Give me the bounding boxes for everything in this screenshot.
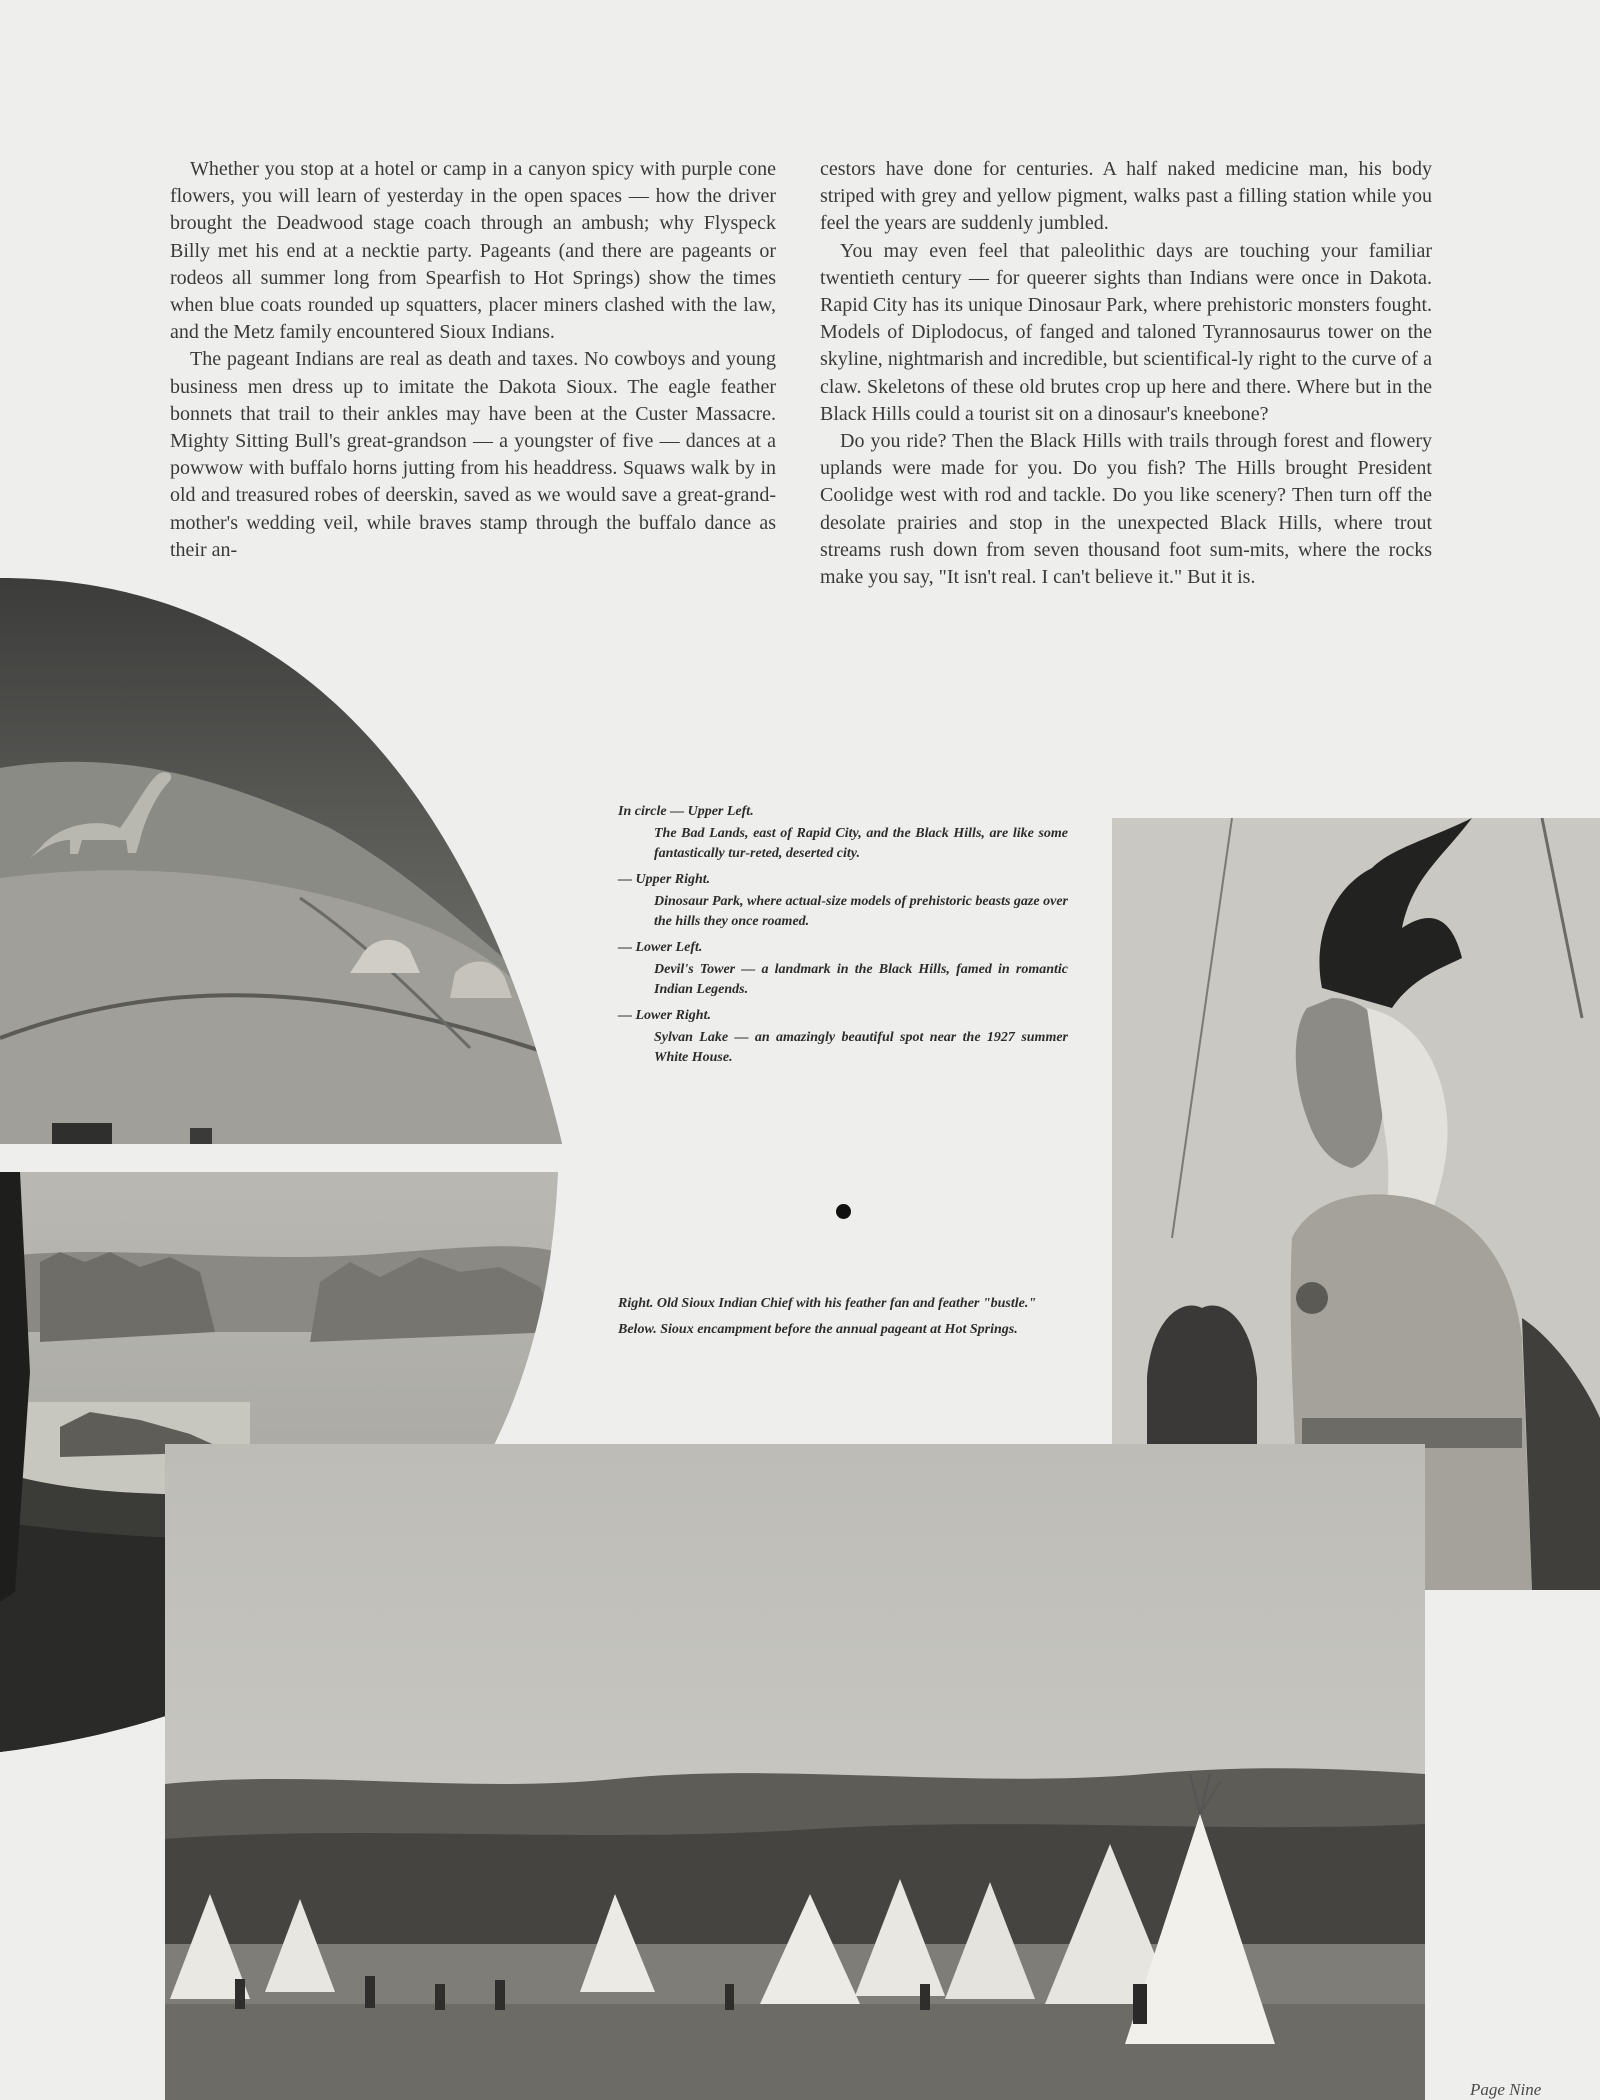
circle-photo-captions [618, 802, 1068, 1074]
caption-upper-right-body: Dinosaur Park, where actual-size models of prehistoric beasts gaze over the hills they once roamed. [654, 894, 1068, 929]
caption-below-photo: Below. Sioux encampment before the annual pageant at Hot Springs. [618, 1322, 1018, 1337]
article-paragraph-3: cestors have done for centuries. A half naked medicine man, his body striped with grey and yellow pigment, walks past a filling station while you feel the years are suddenly jumbled. [820, 158, 1432, 235]
article-paragraph-2: The pageant Indians are real as death and taxes. No cowboys and young business men dress up to imitate the Dakota Sioux. The eagle feather bonnets that trail to their ankles may have been at the Custer Massacre. Mighty Sitting Bull's great-grandson — a youngster of five — dances at a powwow with buffalo horns jutting from his headdress. Squaws walk by in old and treasured robes of deerskin, saved as we would save a great-grand-mother's wedding veil, while braves stamp through the buffalo dance as their an- [170, 348, 776, 561]
article-paragraph-1: Whether you stop at a hotel or camp in a canyon spicy with purple cone flowers, you will learn of yesterday in the open spaces — how the driver brought the Deadwood stage coach through an ambush; why Flyspeck Billy met his end at a necktie party. Pageants (and there are pageants or rodeos all summer long from Spearfish to Hot Springs) show the times when blue coats rounded up squatters, placer miners clashed with the law, and the Metz family encountered Sioux Indians. [170, 158, 776, 344]
caption-lower-left-body: Devil's Tower — a landmark in the Black Hills, famed in romantic Indian Legends. [654, 962, 1068, 997]
article-paragraph-4: You may even feel that paleolithic days are touching your familiar twentieth century — for queerer sights than Indians were once in Dakota. Rapid City has its unique Dinosaur Park, where prehistoric monsters fought. Models of Diplodocus, of fanged and taloned Tyrannosaurus tower on the skyline, nightmarish and incredible, but scientifical-ly right to the curve of a claw. Skeletons of these old brutes crop up here and there. Where but in the Black Hills could a tourist sit on a dinosaur's kneebone? [820, 239, 1432, 425]
caption-lower-right-lead: — Lower Right. [618, 1008, 711, 1023]
caption-upper-left-body: The Bad Lands, east of Rapid City, and the Black Hills, are like some fantastically tur-reted, deserted city. [654, 826, 1068, 861]
caption-upper-right-lead: — Upper Right. [618, 872, 711, 887]
article-right-column [820, 156, 1432, 591]
article-paragraph-5: Do you ride? Then the Black Hills with trails through forest and flowery uplands were made for you. Do you fish? The Hills brought President Coolidge west with rod and tackle. Do you like scenery? Then turn off the desolate prairies and stop in the unexpected Black Hills, where trout streams rush down from seven thousand foot sum-mits, where the rocks make you say, "It isn't real. I can't believe it." But it is. [820, 430, 1432, 589]
caption-right-photo: Right. Old Sioux Indian Chief with his feather fan and feather "bustle." [618, 1296, 1037, 1311]
circle-wrap-shape [170, 346, 776, 564]
caption-lower-right-body: Sylvan Lake — an amazingly beautiful spot near the 1927 summer White House. [654, 1030, 1068, 1065]
caption-upper-left-lead: In circle — Upper Left. [618, 804, 754, 819]
caption-lower-left-lead: — Lower Left. [618, 940, 703, 955]
bullet-dot [836, 1204, 851, 1219]
dinosaur-park-photo [0, 578, 562, 1144]
page-number: Page Nine [1470, 2080, 1542, 2099]
photo-captions-right-below [618, 1294, 1068, 1346]
sioux-encampment-photo [165, 1444, 1425, 2100]
